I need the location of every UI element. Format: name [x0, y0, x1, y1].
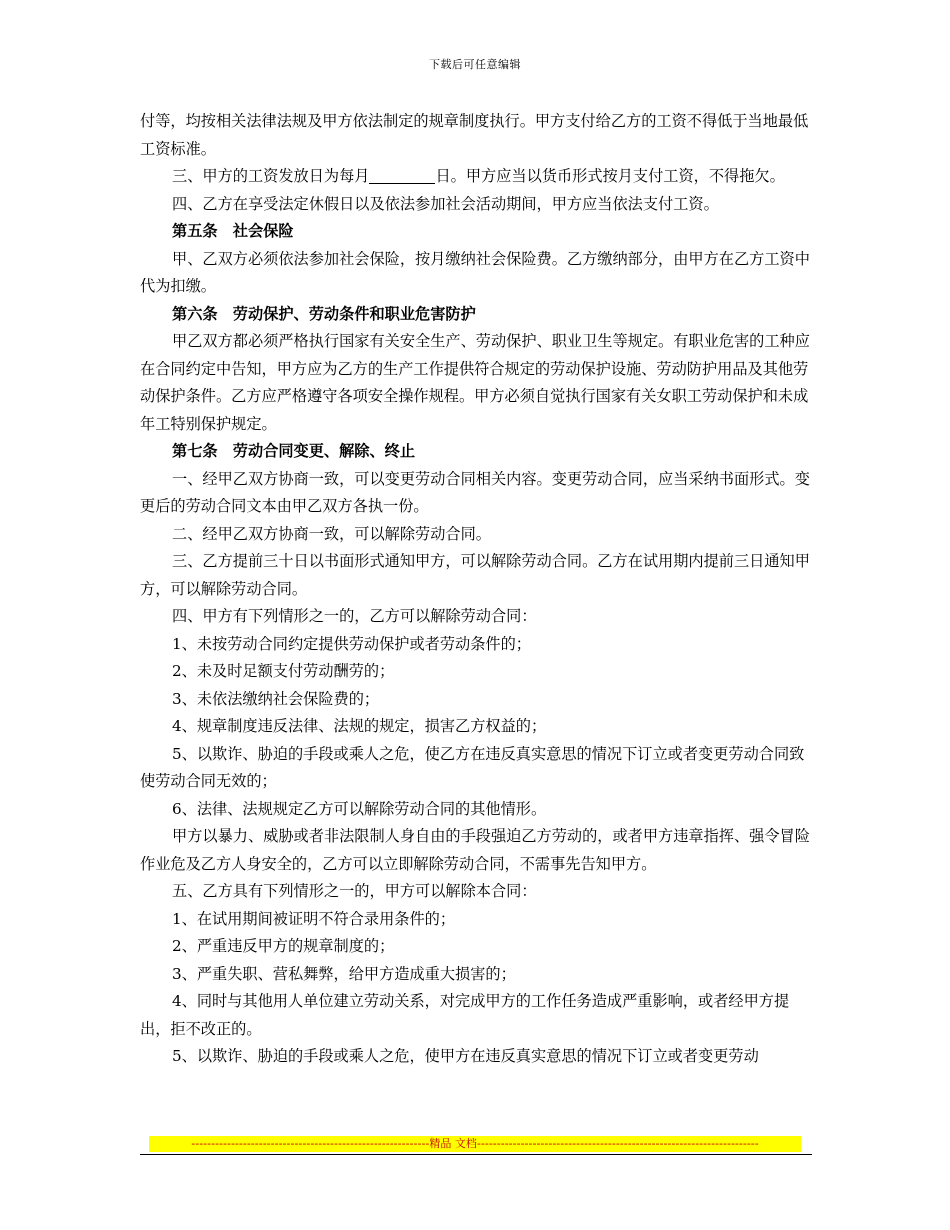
footer-dashes-right: -----------------------------------------------------------------------: [476, 1137, 759, 1150]
list-item: 5、以欺诈、胁迫的手段或乘人之危，使甲方在违反真实意思的情况下订立或者变更劳动: [172, 1047, 759, 1065]
article-heading-5: 第五条 社会保险: [172, 222, 294, 240]
footer-banner: [149, 1136, 801, 1152]
list-item: 2、严重违反甲方的规章制度的；: [172, 937, 395, 955]
paragraph-text: 三、甲方的工资发放日为每月: [172, 167, 370, 185]
paragraph: 一、经甲乙双方协商一致，可以变更劳动合同相关内容。变更劳动合同，应当采纳书面形式。变更后的劳动合同文本由甲乙双方各执一份。: [140, 469, 810, 515]
paragraph: 甲乙双方都必须严格执行国家有关安全生产、劳动保护、职业卫生等规定。有职业危害的工种应在合同约定中告知，甲方应为乙方的生产工作提供符合规定的劳动保护设施、劳动防护用品及其他劳动保护条件。乙方应严格遵守各项安全操作规程。甲方必须自觉执行国家有关女职工劳动保护和未成年工特别保护规定。: [140, 332, 810, 433]
paragraph: 二、经甲乙双方协商一致，可以解除劳动合同。: [172, 524, 491, 543]
list-item: 6、法律、法规规定乙方可以解除劳动合同的其他情形。: [172, 799, 547, 818]
paragraph-pay-day: [140, 163, 812, 191]
list-item: 4、规章制度违反法律、法规的规定，损害乙方权益的；: [172, 717, 547, 735]
page-header: 下载后可任意编辑: [429, 58, 521, 71]
list-item: 4、同时与其他用人单位建立劳动关系，对完成甲方的工作任务造成严重影响，或者经甲方提出，拒不改正的。: [140, 992, 790, 1038]
list-item: 3、未依法缴纳社会保险费的；: [172, 689, 380, 708]
article-heading-6: 第六条 劳动保护、劳动条件和职业危害防护: [172, 304, 476, 323]
footer-label: 精品 文档: [429, 1137, 477, 1150]
footer-dashes-left: ------------------------------------------------------------: [191, 1137, 430, 1150]
paragraph: 四、甲方有下列情形之一的，乙方可以解除劳动合同：: [172, 607, 537, 625]
article-heading-7: 第七条 劳动合同变更、解除、终止: [172, 442, 415, 460]
paragraph: 三、乙方提前三十日以书面形式通知甲方，可以解除劳动合同。乙方在试用期内提前三日通知甲方，可以解除劳动合同。: [140, 552, 810, 598]
paragraph: 甲方以暴力、威胁或者非法限制人身自由的手段强迫乙方劳动的，或者甲方违章指挥、强令冒险作业危及乙方人身安全的，乙方可以立即解除劳动合同，不需事先告知甲方。: [140, 827, 810, 873]
list-item: 2、未及时足额支付劳动酬劳的；: [172, 662, 395, 680]
list-item: 1、在试用期间被证明不符合录用条件的；: [172, 909, 456, 928]
paragraph: 甲、乙双方必须依法参加社会保险，按月缴纳社会保险费。乙方缴纳部分，由甲方在乙方工资中代为扣缴。: [140, 249, 810, 295]
paragraph: 付等，均按相关法律法规及甲方依法制定的规章制度执行。甲方支付给乙方的工资不得低于当地最低工资标准。: [140, 112, 809, 158]
list-item: 3、严重失职、营私舞弊，给甲方造成重大损害的；: [172, 964, 516, 983]
paragraph-text: 日。甲方应当以货币形式按月支付工资，不得拖欠。: [435, 167, 785, 185]
paragraph: 四、乙方在享受法定休假日以及依法参加社会活动期间，甲方应当依法支付工资。: [172, 194, 719, 213]
list-item: 1、未按劳动合同约定提供劳动保护或者劳动条件的；: [172, 634, 531, 653]
pay-day-blank: [369, 167, 435, 184]
list-item: 5、以欺诈、胁迫的手段或乘人之危，使乙方在违反真实意思的情况下订立或者变更劳动合同致使劳动合同无效的；: [140, 744, 805, 790]
footer-rule: [140, 1154, 812, 1155]
paragraph: 五、乙方具有下列情形之一的，甲方可以解除本合同：: [172, 882, 537, 900]
document-body: [140, 108, 812, 1071]
